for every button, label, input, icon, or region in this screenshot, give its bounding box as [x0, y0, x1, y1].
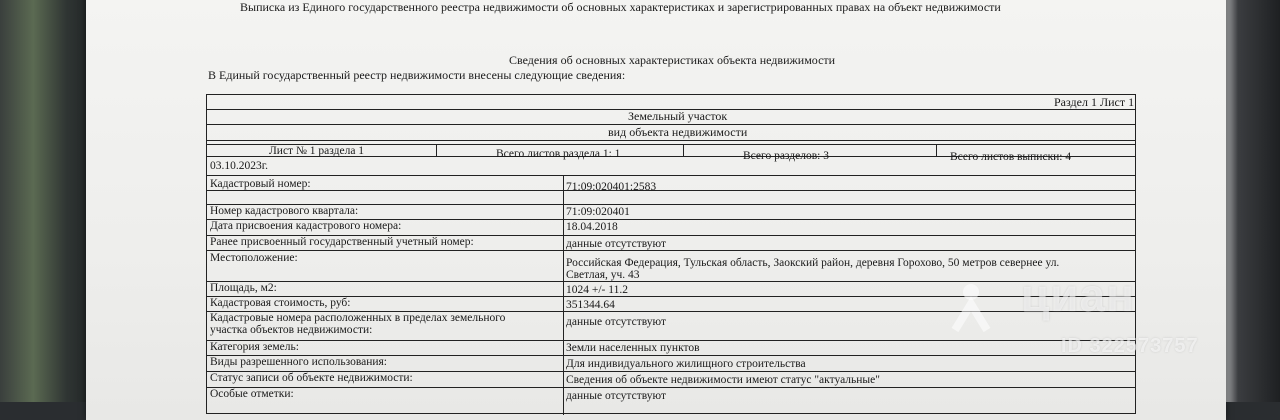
row-label: Особые отметки:	[210, 388, 294, 400]
row-value: Для индивидуального жилищного строительства	[566, 358, 806, 370]
document-title: Выписка из Единого государственного реестра недвижимости об основных характеристиках и зарегистрированных правах на объект недвижимости	[240, 0, 1001, 14]
extract-date: 03.10.2023г.	[210, 160, 269, 172]
row-label: Дата присвоения кадастрового номера:	[210, 220, 402, 232]
row-label: Виды разрешенного использования:	[210, 356, 387, 368]
watermark-brand: циан	[1021, 269, 1135, 321]
row-value: данные отсутствуют	[566, 238, 666, 250]
sheet-number: Лист № 1 раздела 1	[269, 145, 365, 157]
watermark-id: ID 322573757	[1061, 335, 1199, 357]
row-value: Земли населенных пунктов	[566, 342, 700, 354]
section-label: Раздел 1 Лист 1	[1054, 95, 1135, 109]
row-label: Ранее присвоенный государственный учетный номер:	[210, 236, 474, 248]
sheets-in-section: Всего листов раздела 1: 1	[496, 148, 621, 160]
sheets-total: Всего листов выписки: 4	[950, 151, 1072, 163]
row-label-cont: участка объектов недвижимости:	[210, 324, 373, 336]
sections-total: Всего разделов: 3	[743, 150, 829, 162]
row-value: 1024 +/- 11.2	[566, 284, 628, 296]
intro-text: В Единый государственный реестр недвижимости внесены следующие сведения:	[208, 68, 626, 82]
row-value: 351344.64	[566, 299, 615, 311]
section-heading: Сведения об основных характеристиках объекта недвижимости	[509, 53, 836, 67]
document-page	[86, 0, 1226, 420]
row-value: данные отсутствуют	[566, 390, 666, 402]
row-label: Статус записи об объекте недвижимости:	[210, 372, 413, 384]
row-label: Кадастровый номер:	[210, 178, 311, 190]
object-type-caption: вид объекта недвижимости	[608, 125, 748, 139]
row-value: 71:09:020401	[566, 206, 630, 218]
row-label: Площадь, м2:	[210, 282, 277, 294]
row-value: 18.04.2018	[566, 221, 618, 233]
row-label: Категория земель:	[210, 341, 299, 353]
row-label: Кадастровые номера расположенных в пределах земельного	[210, 312, 506, 324]
row-value: данные отсутствуют	[566, 316, 666, 328]
row-label: Местоположение:	[210, 252, 298, 264]
cian-logo-icon	[941, 278, 1001, 338]
object-type: Земельный участок	[628, 109, 728, 123]
background-right	[1220, 0, 1280, 402]
background-left	[0, 0, 95, 402]
row-label: Номер кадастрового квартала:	[210, 205, 359, 217]
row-value: Российская Федерация, Тульская область, Заокский район, деревня Горохово, 50 метров севернее ул.	[566, 257, 1060, 269]
row-label: Кадастровая стоимость, руб:	[210, 297, 351, 309]
row-value-cont: Светлая, уч. 43	[566, 269, 640, 281]
row-value: 71:09:020401:2583	[566, 181, 657, 193]
row-value: Сведения об объекте недвижимости имеют статус "актуальные"	[566, 374, 880, 386]
